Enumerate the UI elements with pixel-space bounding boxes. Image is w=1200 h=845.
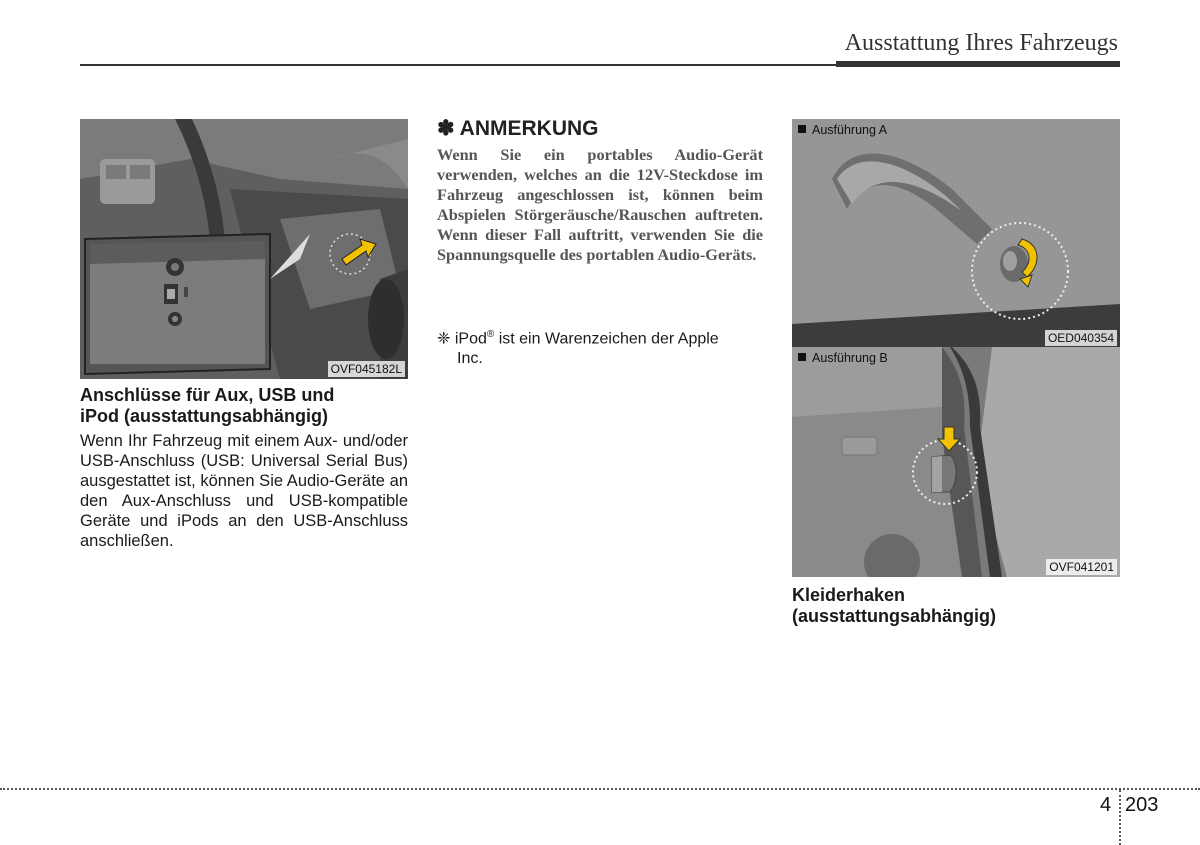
note-symbol-icon: ✽ (437, 117, 455, 140)
footer-rule (0, 788, 1200, 790)
variant-label-text: Ausführung A (812, 123, 888, 137)
photo-code: OVF041201 (1046, 559, 1117, 575)
header-rule (80, 64, 836, 66)
header-rule-accent (836, 61, 1120, 67)
square-bullet-icon (798, 353, 806, 361)
square-bullet-icon (798, 125, 806, 133)
coat-hook-a-illustration (792, 119, 1120, 348)
trademark-note (437, 325, 763, 369)
heading-line: Anschlüsse für Aux, USB und (80, 385, 335, 405)
body-text-aux-usb: Wenn Ihr Fahrzeug mit einem Aux- und/oder USB-Anschluss (USB: Universal Serial Bus) ausgestattet ist, können Sie Audio-Geräte an den Aux-Anschluss und USB-kompatible Geräte und iPods an den USB-Anschluss anschließen. (80, 432, 408, 550)
trademark-symbol-icon: ❈ (437, 330, 451, 348)
photo-coat-hook-a (792, 119, 1120, 348)
aux-usb-illustration (80, 119, 408, 379)
note-title (437, 117, 599, 141)
section-heading-coat-hook (792, 585, 996, 627)
chapter-number: 4 (1100, 794, 1112, 816)
variant-label-text: Ausführung B (812, 351, 888, 365)
page-number: 203 (1125, 794, 1159, 816)
registered-mark: ® (486, 329, 495, 340)
photo-code: OVF045182L (328, 361, 405, 377)
heading-line: (ausstattungsabhängig) (792, 606, 997, 626)
variant-label (798, 350, 888, 366)
coat-hook-b-illustration (792, 347, 1120, 577)
variant-label (798, 122, 887, 138)
note-title-text: ANMERKUNG (459, 117, 599, 140)
note-text: Wenn Sie ein portables Audio-Gerät verwenden, welches an die 12V-Steckdose im Fahrzeug angeschlossen ist, können beim Abspielen Störgeräusche/Rauschen auftreten. Wenn dieser Fall auftritt, verwenden Sie die Spannungsquelle des portablen Audio-Geräts. (437, 145, 763, 264)
page-header-title: Ausstattung Ihres Fahrzeugs (844, 30, 1118, 56)
photo-coat-hook-b (792, 347, 1120, 577)
footer-divider (1119, 790, 1121, 845)
heading-line: iPod (ausstattungsabhängig) (80, 406, 329, 426)
photo-code: OED040354 (1045, 330, 1117, 346)
trademark-text: ist ein Warenzeichen der Apple (494, 330, 719, 348)
heading-line: Kleiderhaken (792, 585, 906, 605)
section-heading-aux-usb (80, 385, 334, 427)
photo-aux-usb-ports (80, 119, 408, 379)
trademark-text-line2: Inc. (457, 350, 483, 368)
trademark-brand: iPod (454, 330, 487, 348)
